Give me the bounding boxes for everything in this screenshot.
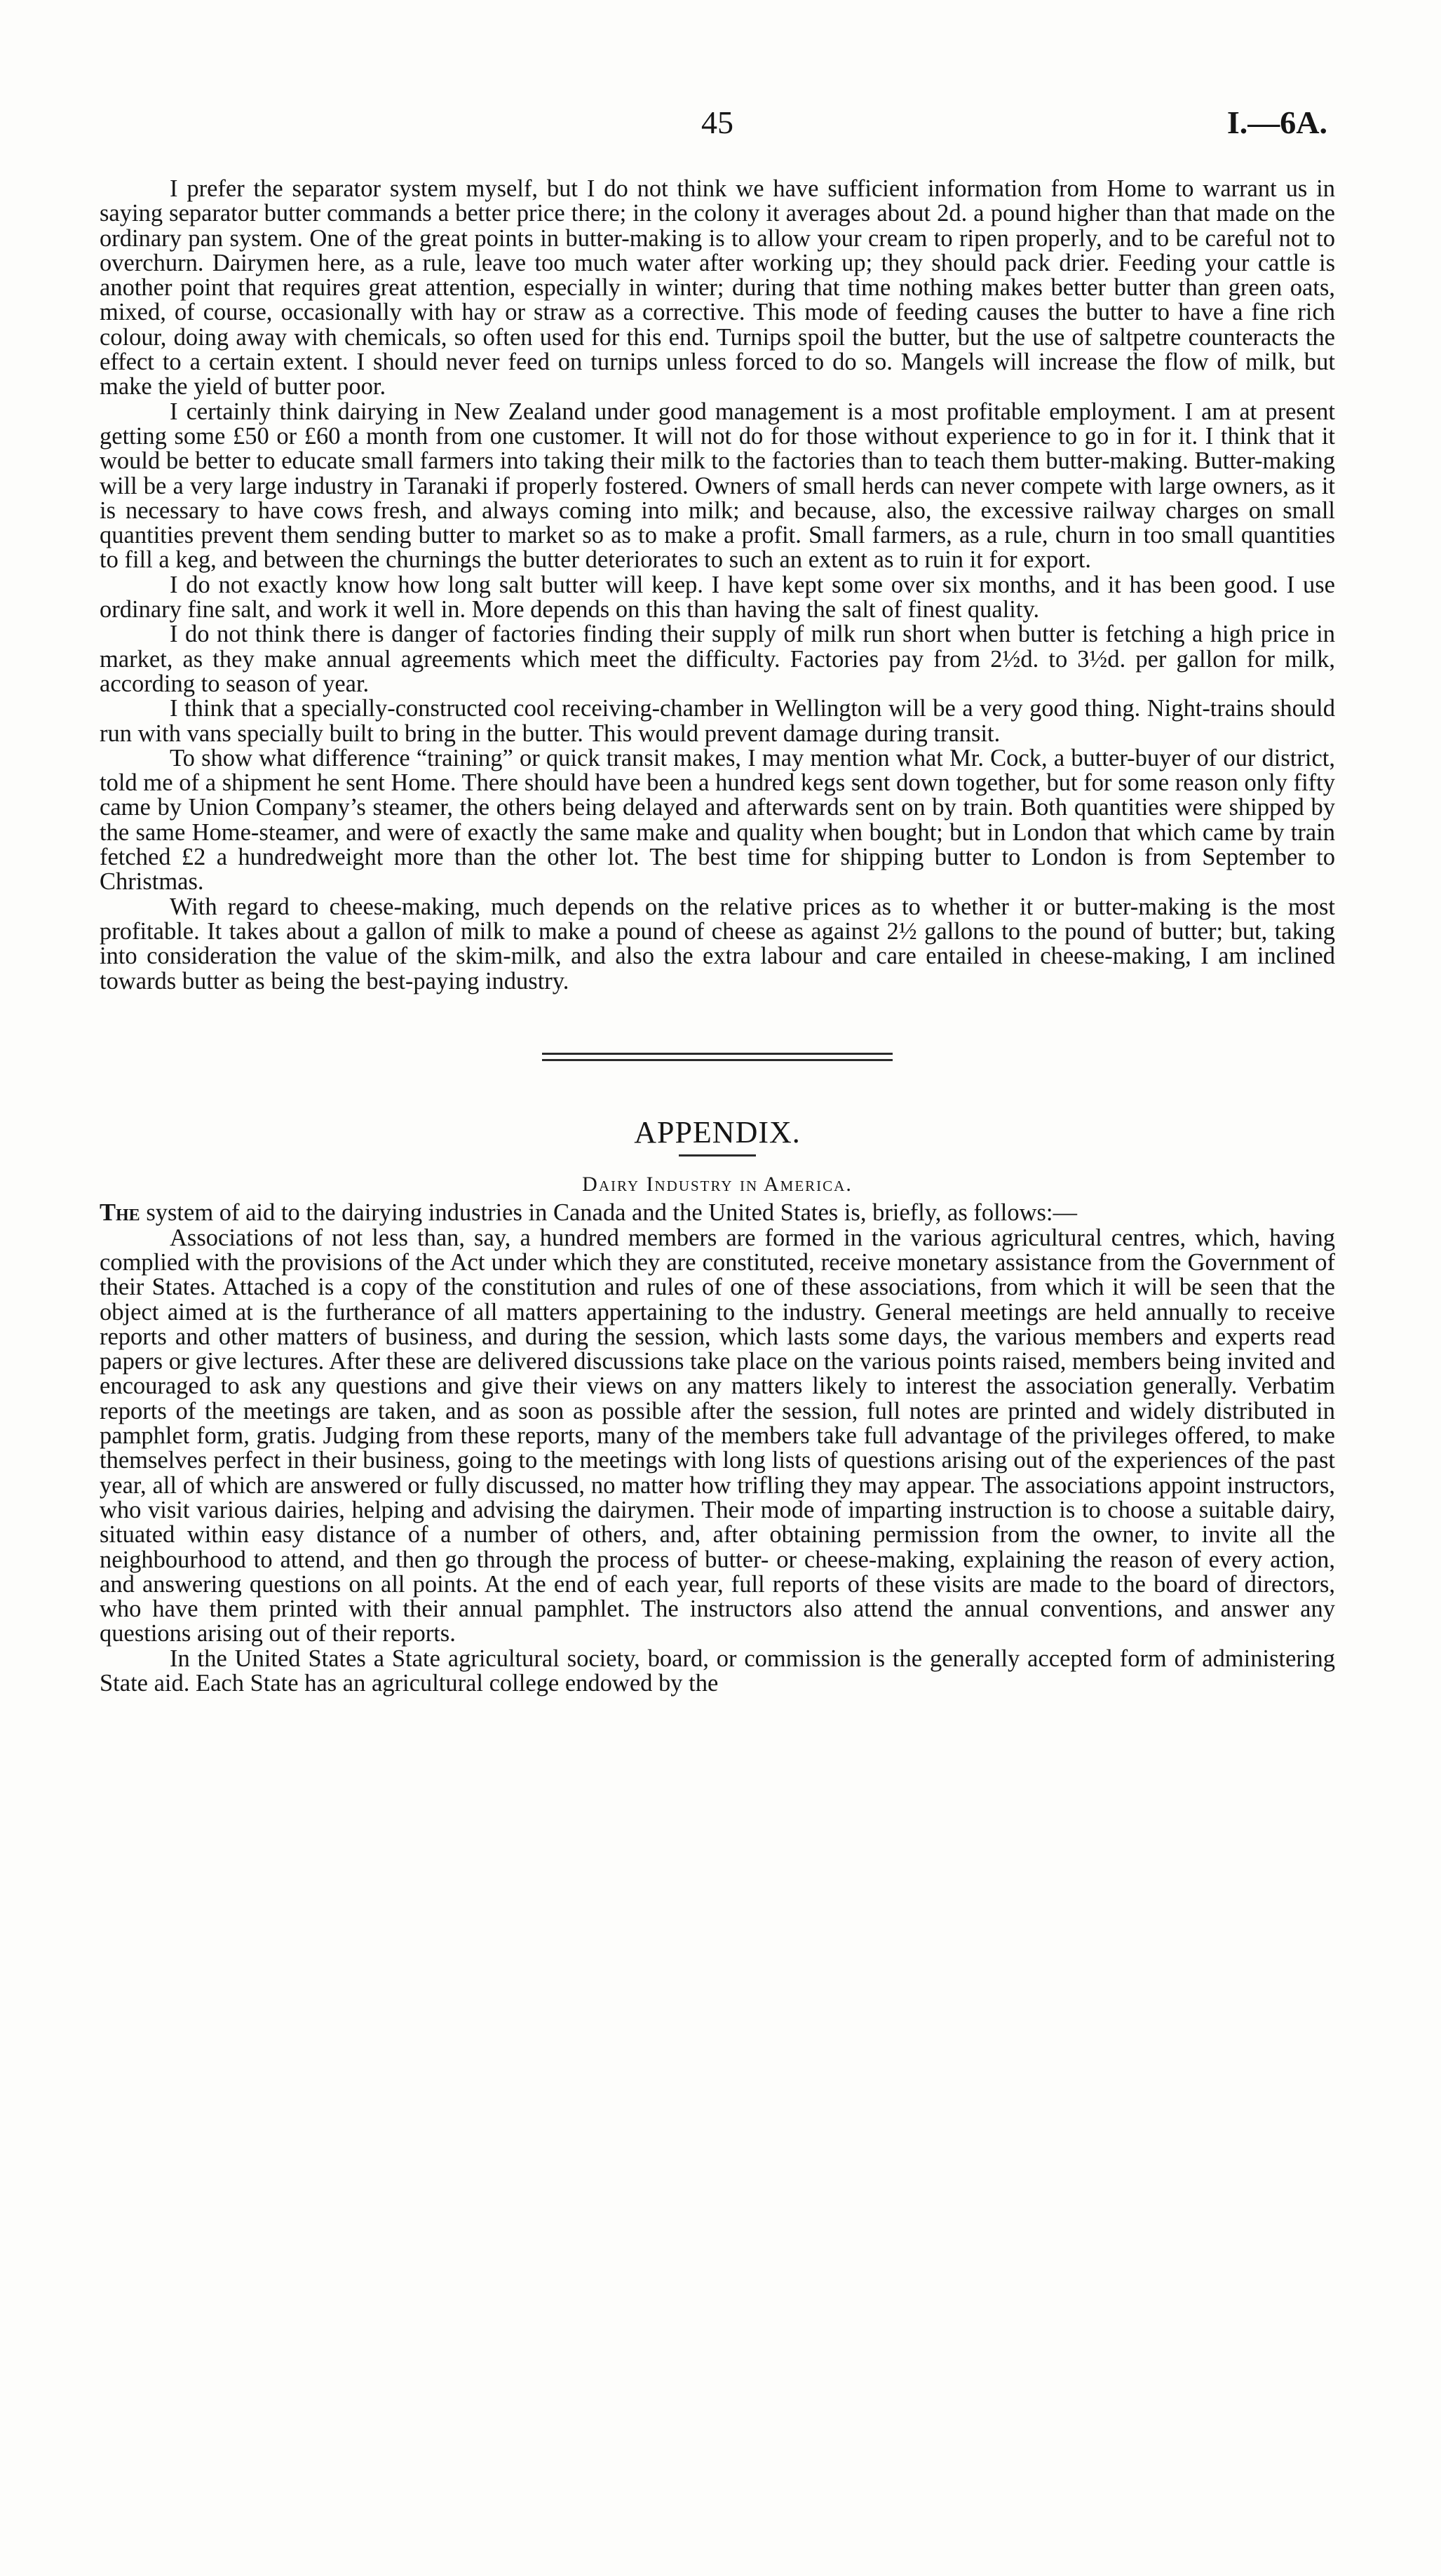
appendix-intro (100, 1201, 1335, 1225)
paragraph: I prefer the separator system myself, but I do not think we have sufficient information from Home to warrant us in saying separator butter commands a better price there; in the colony it averages about 2d. a pound higher than that made on the ordinary pan system. One of the great points in butter-making is to allow your cream to ripen properly, and to be careful not to overchurn. Dairymen here, as a rule, leave too much water after working up; they should pack drier. Feeding your cattle is another point that requires great attention, especially in winter; during that time nothing makes better butter than green oats, mixed, of course, occasionally with hay or straw as a corrective. This mode of feeding causes the butter to have a fine rich colour, doing away with chemicals, so often used for this end. Turnips spoil the butter, but the use of saltpetre counteracts the effect to a certain extent. I should never feed on turnips unless forced to do so. Mangels will increase the flow of milk, but make the yield of butter poor. (100, 175, 1335, 400)
document-body (100, 177, 1335, 1696)
divider-line (542, 1053, 893, 1055)
intro-lead-word: The (100, 1199, 140, 1227)
paragraph: I do not exactly know how long salt butter will keep. I have kept some over six months, and it has been good. I use ordinary fine salt, and work it well in. More depends on this than having the salt of finest quality. (100, 571, 1335, 623)
document-reference: I.—6A. (1226, 104, 1327, 140)
appendix-title: APPENDIX. (634, 1114, 801, 1149)
intro-text: system of aid to the dairying industries in Canada and the United States is, briefly, as follows:— (140, 1199, 1078, 1227)
appendix-subtitle: Dairy Industry in America. (582, 1173, 853, 1196)
section-divider (542, 1053, 893, 1061)
paragraph: I certainly think dairying in New Zealand under good management is a most profitable employment. I am at present getting some £50 or £60 a month from one customer. It will not do for those without experience to go in for it. I think that it would be better to educate small farmers into taking their milk to the factories than to teach them butter-making. Butter-making will be a very large industry in Taranaki if properly fostered. Owners of small herds can never compete with large owners, as it is necessary to have cows fresh, and always coming into milk; and because, also, the excessive railway charges on small quantities prevent them sending butter to market so as to make a profit. Small farmers, as a rule, churn in too small quantities to fill a keg, and between the churnings the butter deteriorates to such an extent as to ruin it for export. (100, 398, 1335, 574)
paragraph: With regard to cheese-making, much depends on the relative prices as to whether it or butter-making is the most profitable. It takes about a gallon of milk to make a pound of cheese as against 2½ gallons to the pound of butter; but, taking into consideration the value of the skim-milk, and also the extra labour and care entailed in cheese-making, I am inclined towards butter as being the best-paying industry. (100, 893, 1335, 994)
paragraph: To show what difference “training” or quick transit makes, I may mention what Mr. Cock, a butter-buyer of our district, told me of a shipment he sent Home. There should have been a hundred kegs sent down together, but for some reason only fifty came by Union Company’s steamer, the others being delayed and afterwards sent on by train. Both quantities were shipped by the same Home-steamer, and were of exactly the same make and quality when bought; but in London that which came by train fetched £2 a hundredweight more than the other lot. The best time for shipping butter to London is from September to Christmas. (100, 744, 1335, 896)
appendix-paragraph: In the United States a State agricultural society, board, or commission is the generally accepted form of administering State aid. Each State has an agricultural college endowed by the (100, 1645, 1335, 1697)
page-number: 45 (701, 104, 733, 140)
paragraph: I think that a specially-constructed cool receiving-chamber in Wellington will be a very good thing. Night-trains should run with vans specially built to bring in the butter. This would prevent damage during transit. (100, 695, 1335, 747)
appendix-paragraph: Associations of not less than, say, a hundred members are formed in the various agricultural centres, which, having complied with the provisions of the Act under which they are constituted, receive monetary assistance from the Government of their States. Attached is a copy of the constitution and rules of one of these associations, from which it will be seen that the object aimed at is the furtherance of all matters appertaining to the industry. General meetings are held annually to receive reports and other matters of business, and during the session, which lasts some days, the various members and experts read papers or give lectures. After these are delivered discussions take place on the various points raised, members being invited and encouraged to ask any questions and give their views on any matters likely to interest the association generally. Verbatim reports of the meetings are taken, and as soon as possible after the session, full notes are printed and widely distributed in pamphlet form, gratis. Judging from these reports, many of the members take full advantage of the privileges offered, to make themselves perfect in their business, going to the meetings with long lists of questions arising out of the experiences of the past year, all of which are answered or fully discussed, no matter how trifling they may appear. The associations appoint instructors, who visit various dairies, helping and advising the dairymen. Their mode of imparting instruction is to choose a suitable dairy, situated within easy distance of a number of others, and, after obtaining permission from the owner, to invite all the neighbourhood to attend, and then go through the process of butter- or cheese-making, explaining the reason of every action, and answering questions on all points. At the end of each year, full reports of these visits are made to the board of directors, who have them printed with their annual pamphlet. The instructors also attend the annual conventions, and answer any questions arising out of their reports. (100, 1224, 1335, 1647)
title-underline (679, 1154, 756, 1156)
divider-line (542, 1059, 893, 1061)
page-header (0, 104, 1441, 146)
paragraph: I do not think there is danger of factories finding their supply of milk run short when butter is fetching a high price in market, as they make annual agreements which meet the difficulty. Factories pay from 2½d. to 3½d. per gallon for milk, according to season of year. (100, 621, 1335, 697)
